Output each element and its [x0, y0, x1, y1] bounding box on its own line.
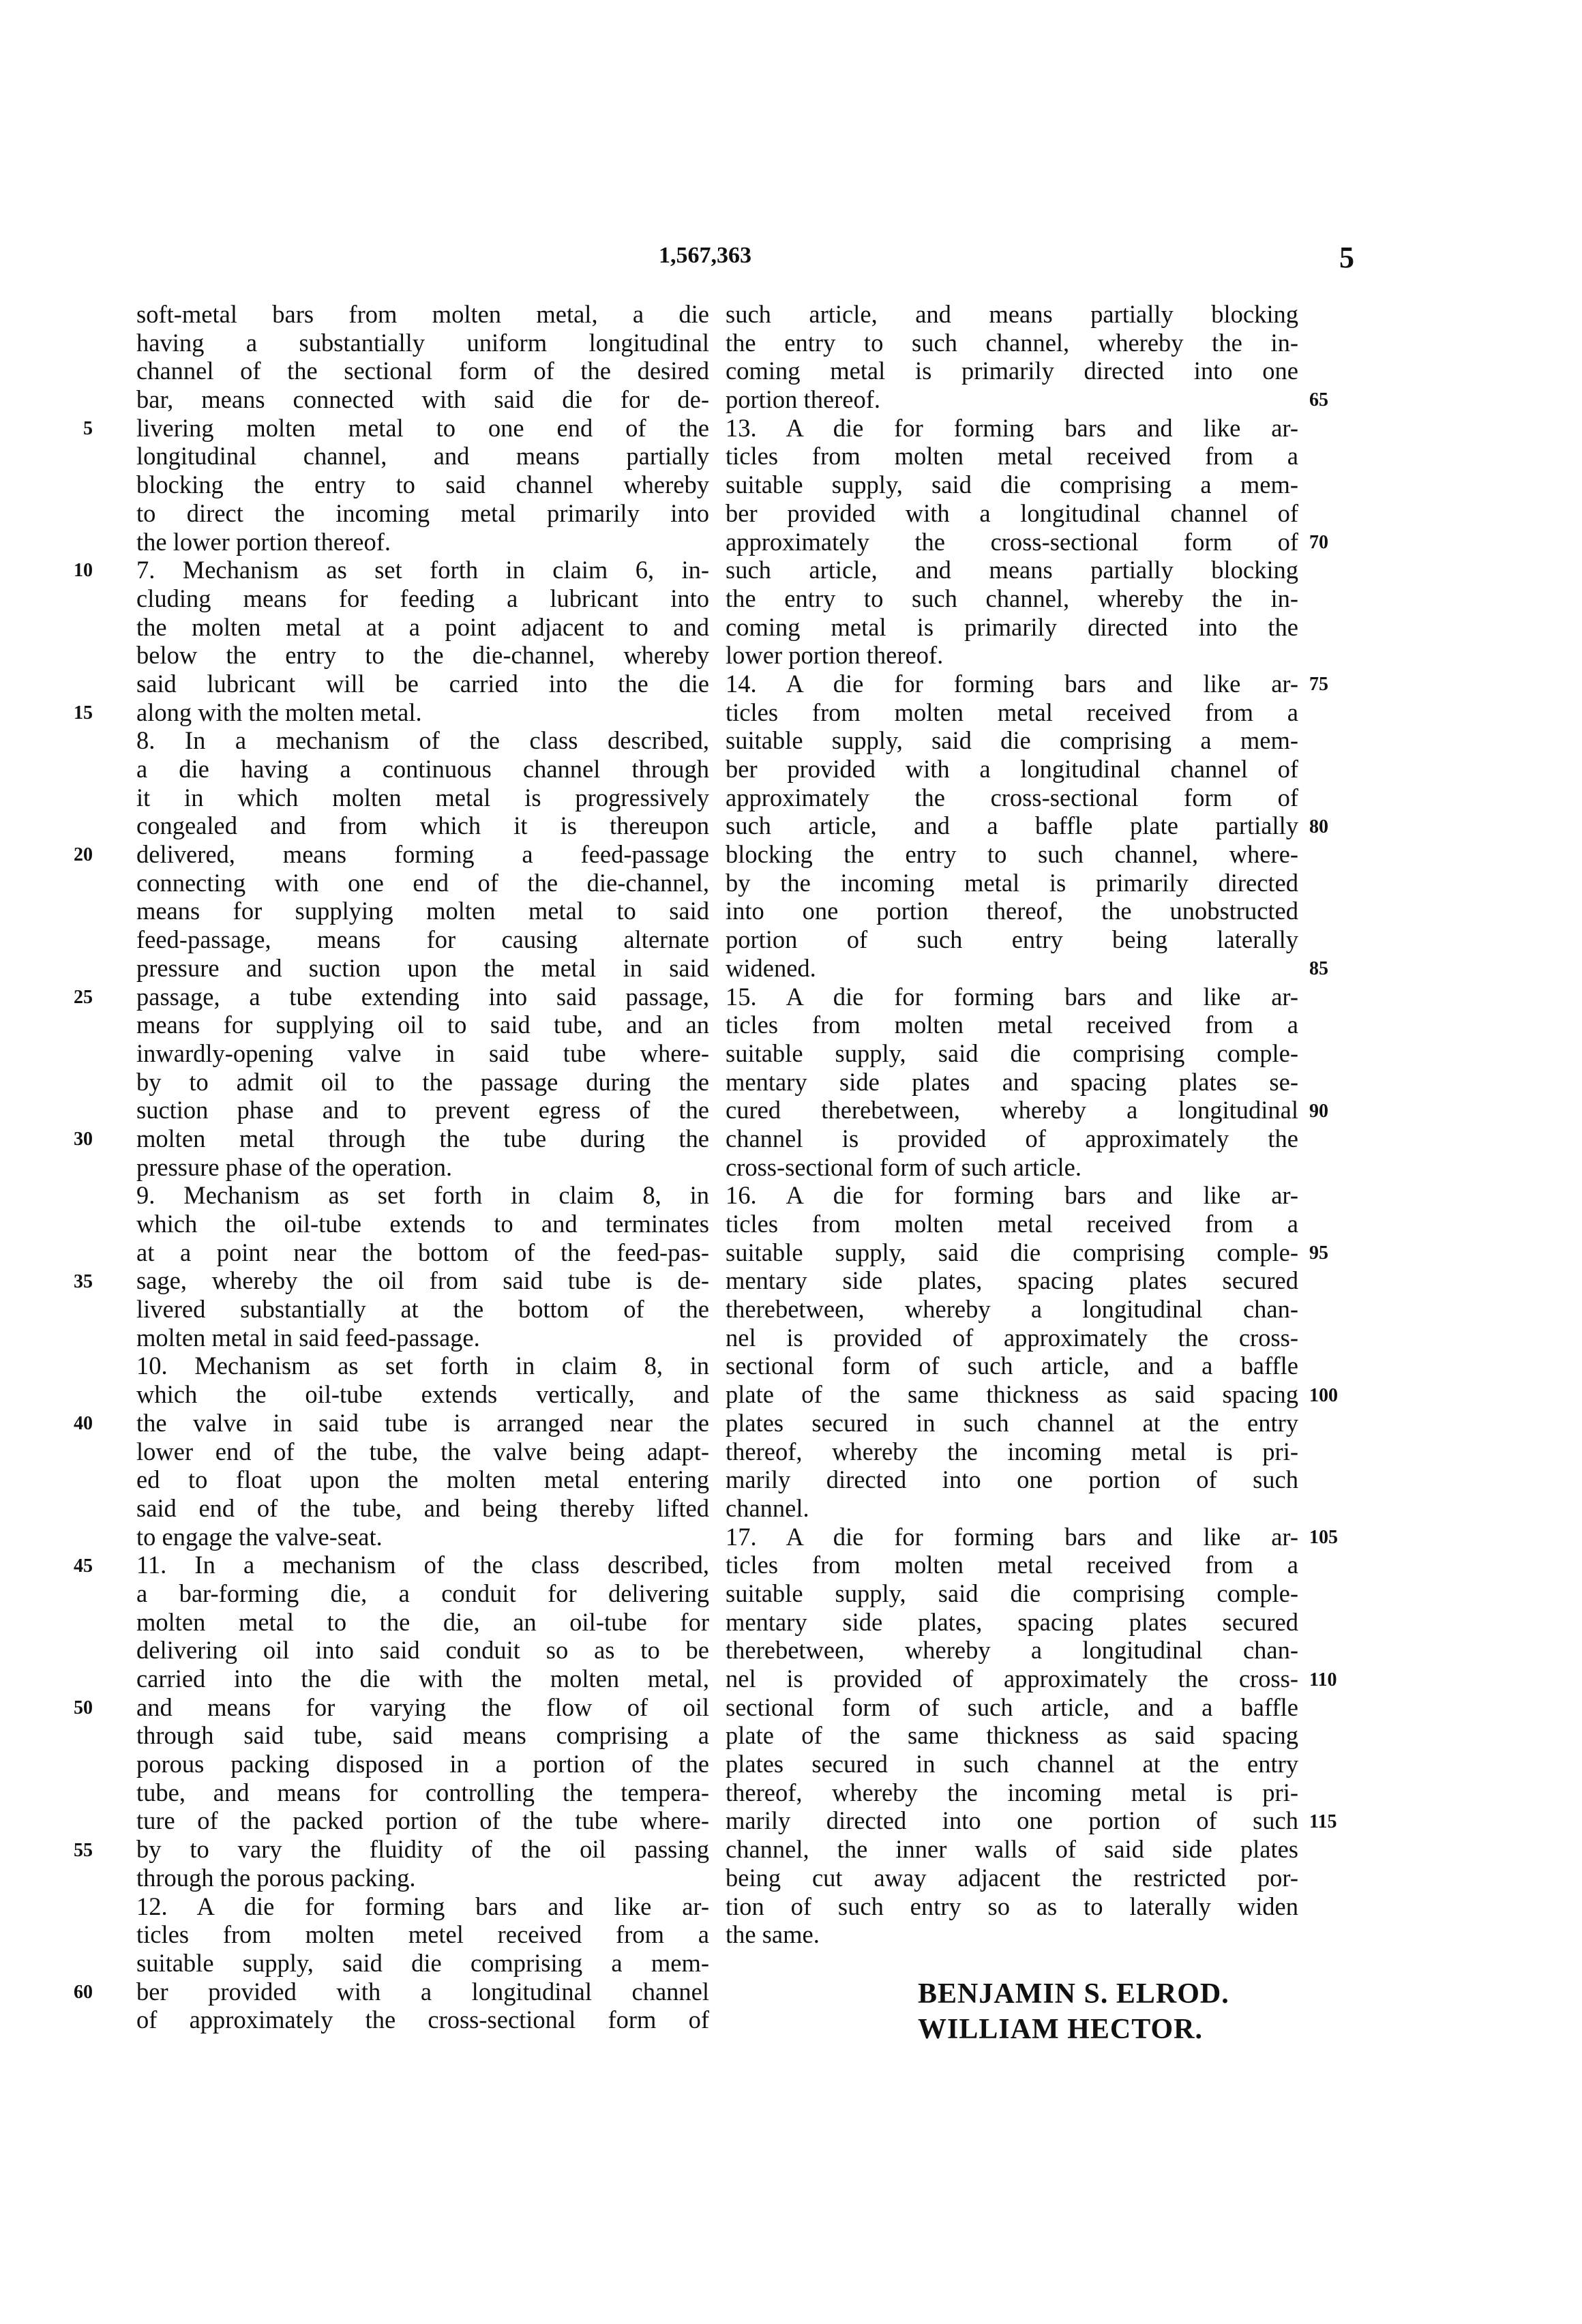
line-number: 45 [74, 1555, 93, 1577]
line-number: 80 [1309, 816, 1328, 837]
text-line: channel, the inner walls of said side plates [726, 1835, 1298, 1864]
line-number: 30 [74, 1129, 93, 1150]
text-line: mentary side plates, spacing plates secured [726, 1266, 1298, 1295]
text-line: along with the molten metal. [136, 698, 422, 726]
text-line: coming metal is primarily directed into the [726, 612, 1298, 641]
text-line: 17. A die for forming bars and like ar- [726, 1522, 1298, 1551]
text-line: suitable supply, said die comprising a mem- [726, 726, 1298, 755]
line-number: 105 [1309, 1527, 1338, 1549]
text-line: molten metal through the tube during the [136, 1124, 709, 1152]
text-line: which the oil-tube extends vertically, and [136, 1380, 709, 1409]
signature-hector: WILLIAM HECTOR. [918, 2014, 1203, 2045]
text-line: nel is provided of approximately the cross- [726, 1665, 1298, 1693]
text-line: ture of the packed portion of the tube where- [136, 1806, 709, 1835]
text-line: blocking the entry to such channel, where- [726, 840, 1298, 869]
text-line: plates secured in such channel at the entry [726, 1408, 1298, 1437]
line-number: 55 [74, 1839, 93, 1861]
text-line: mentary side plates and spacing plates se- [726, 1067, 1298, 1096]
text-line: into one portion thereof, the unobstructed [726, 897, 1298, 925]
text-line: connecting with one end of the die-channel, [136, 868, 709, 897]
text-line: such article, and means partially blocking [726, 556, 1298, 584]
text-line: tion of such entry so as to laterally widen [726, 1892, 1298, 1920]
text-line: sectional form of such article, and a baffle [726, 1352, 1298, 1380]
line-number: 85 [1309, 958, 1328, 980]
text-line: it in which molten metal is progressively [136, 783, 709, 811]
text-line: to engage the valve-seat. [136, 1522, 383, 1551]
text-line: 15. A die for forming bars and like ar- [726, 982, 1298, 1011]
text-line: therebetween, whereby a longitudinal chan- [726, 1636, 1298, 1665]
text-line: suitable supply, said die comprising comple- [726, 1238, 1298, 1266]
text-line: approximately the cross-sectional form of [726, 527, 1298, 556]
text-line: channel. [726, 1493, 809, 1522]
text-line: ticles from molten metal received from a [726, 698, 1298, 726]
text-line: 10. Mechanism as set forth in claim 8, in [136, 1352, 709, 1380]
text-line: sectional form of such article, and a baffle [726, 1693, 1298, 1721]
text-line: livered substantially at the bottom of the [136, 1295, 709, 1324]
text-line: of approximately the cross-sectional form of [136, 2006, 709, 2034]
text-line: 16. A die for forming bars and like ar- [726, 1181, 1298, 1210]
line-number: 75 [1309, 674, 1328, 696]
text-line: channel is provided of approximately the [726, 1124, 1298, 1152]
text-line: ticles from molten metel received from a [136, 1920, 709, 1949]
text-line: plates secured in such channel at the entry [726, 1750, 1298, 1778]
text-line: ber provided with a longitudinal channel of [726, 498, 1298, 527]
text-line: passage, a tube extending into said passage, [136, 982, 709, 1011]
text-line: ed to float upon the molten metal entering [136, 1465, 709, 1494]
text-line: 7. Mechanism as set forth in claim 6, in- [136, 556, 709, 584]
line-number: 35 [74, 1270, 93, 1292]
text-line: molten metal to the die, an oil-tube for [136, 1607, 709, 1636]
text-line: portion thereof. [726, 385, 881, 414]
text-line: 12. A die for forming bars and like ar- [136, 1892, 709, 1920]
page-number: 5 [1339, 241, 1354, 274]
text-line: to direct the incoming metal primarily into [136, 498, 709, 527]
text-line: marily directed into one portion of such [726, 1465, 1298, 1494]
text-line: through said tube, said means comprising a [136, 1721, 709, 1750]
text-line: longitudinal channel, and means partially [136, 442, 709, 471]
text-line: delivering oil into said conduit so as to be [136, 1636, 709, 1665]
text-line: means for supplying molten metal to said [136, 897, 709, 925]
text-line: suitable supply, said die comprising a mem- [136, 1948, 709, 1977]
text-line: 14. A die for forming bars and like ar- [726, 669, 1298, 698]
text-line: thereof, whereby the incoming metal is pri- [726, 1437, 1298, 1465]
text-line: feed-passage, means for causing alternate [136, 925, 709, 954]
line-number: 110 [1309, 1669, 1337, 1690]
text-line: 8. In a mechanism of the class described, [136, 726, 709, 755]
patent-number: 1,567,363 [659, 243, 751, 268]
text-line: ber provided with a longitudinal channel [136, 1977, 709, 2006]
text-line: plate of the same thickness as said spacing [726, 1721, 1298, 1750]
line-number: 10 [74, 560, 93, 582]
text-line: suitable supply, said die comprising comple- [726, 1039, 1298, 1067]
text-line: carried into the die with the molten metal, [136, 1665, 709, 1693]
text-line: portion of such entry being laterally [726, 925, 1298, 954]
text-line: ticles from molten metal received from a [726, 1551, 1298, 1579]
text-line: 13. A die for forming bars and like ar- [726, 413, 1298, 442]
text-line: widened. [726, 953, 816, 982]
line-number: 20 [74, 844, 93, 866]
text-line: below the entry to the die-channel, whereby [136, 641, 709, 670]
text-line: cured therebetween, whereby a longitudinal [726, 1096, 1298, 1124]
line-number: 50 [74, 1697, 93, 1719]
text-line: congealed and from which it is thereupon [136, 811, 709, 840]
text-line: a die having a continuous channel through [136, 755, 709, 783]
text-line: soft-metal bars from molten metal, a die [136, 300, 709, 328]
line-number: 40 [74, 1413, 93, 1435]
text-line: lower end of the tube, the valve being adapt- [136, 1437, 709, 1465]
text-line: ticles from molten metal received from a [726, 442, 1298, 471]
text-line: sage, whereby the oil from said tube is de- [136, 1266, 709, 1295]
text-line: molten metal in said feed-passage. [136, 1323, 480, 1352]
text-line: the same. [726, 1920, 820, 1949]
text-line: said end of the tube, and being thereby lifted [136, 1493, 709, 1522]
text-line: the valve in said tube is arranged near the [136, 1408, 709, 1437]
text-line: suction phase and to prevent egress of the [136, 1096, 709, 1124]
text-line: the entry to such channel, whereby the in- [726, 584, 1298, 612]
text-line: at a point near the bottom of the feed-pas- [136, 1238, 709, 1266]
line-number: 65 [1309, 389, 1328, 411]
text-line: the entry to such channel, whereby the in- [726, 328, 1298, 357]
text-line: 11. In a mechanism of the class described, [136, 1551, 709, 1579]
text-line: being cut away adjacent the restricted por- [726, 1863, 1298, 1892]
text-line: ticles from molten metal received from a [726, 1011, 1298, 1039]
line-number: 115 [1309, 1811, 1337, 1833]
text-line: cluding means for feeding a lubricant into [136, 584, 709, 612]
text-line: tube, and means for controlling the tempera- [136, 1778, 709, 1806]
text-line: inwardly-opening valve in said tube where- [136, 1039, 709, 1067]
text-line: plate of the same thickness as said spacing [726, 1380, 1298, 1409]
text-line: marily directed into one portion of such [726, 1806, 1298, 1835]
text-line: approximately the cross-sectional form of [726, 783, 1298, 811]
right-text-column [726, 300, 1298, 1949]
line-number: 15 [74, 702, 93, 724]
text-line: the lower portion thereof. [136, 527, 391, 556]
text-line: by to vary the fluidity of the oil passing [136, 1835, 709, 1864]
left-text-column [136, 300, 709, 2034]
text-line: ber provided with a longitudinal channel of [726, 755, 1298, 783]
text-line: thereof, whereby the incoming metal is pri- [726, 1778, 1298, 1806]
text-line: channel of the sectional form of the desired [136, 357, 709, 385]
line-number: 95 [1309, 1242, 1328, 1264]
text-line: lower portion thereof. [726, 641, 944, 670]
line-number: 70 [1309, 531, 1328, 553]
text-line: pressure phase of the operation. [136, 1152, 453, 1181]
text-line: the molten metal at a point adjacent to and [136, 612, 709, 641]
text-line: therebetween, whereby a longitudinal chan- [726, 1295, 1298, 1324]
text-line: such article, and a baffle plate partially [726, 811, 1298, 840]
line-number: 25 [74, 986, 93, 1008]
signature-elrod: BENJAMIN S. ELROD. [918, 1978, 1229, 2010]
text-line: blocking the entry to said channel whereby [136, 471, 709, 499]
text-line: such article, and means partially blocking [726, 300, 1298, 328]
text-line: livering molten metal to one end of the [136, 413, 709, 442]
text-line: said lubricant will be carried into the die [136, 669, 709, 698]
text-line: cross-sectional form of such article. [726, 1152, 1081, 1181]
text-line: having a substantially uniform longitudinal [136, 328, 709, 357]
text-line: means for supplying oil to said tube, and an [136, 1011, 709, 1039]
text-line: 9. Mechanism as set forth in claim 8, in [136, 1181, 709, 1210]
text-line: ticles from molten metal received from a [726, 1210, 1298, 1238]
text-line: which the oil-tube extends to and terminates [136, 1210, 709, 1238]
line-number: 60 [74, 1982, 93, 2003]
line-number: 5 [83, 417, 93, 439]
text-line: suitable supply, said die comprising comple- [726, 1579, 1298, 1607]
text-line: delivered, means forming a feed-passage [136, 840, 709, 869]
line-number: 100 [1309, 1384, 1338, 1406]
text-line: porous packing disposed in a portion of the [136, 1750, 709, 1778]
text-line: through the porous packing. [136, 1863, 416, 1892]
text-line: and means for varying the flow of oil [136, 1693, 709, 1721]
text-line: pressure and suction upon the metal in said [136, 953, 709, 982]
text-line: mentary side plates, spacing plates secured [726, 1607, 1298, 1636]
text-line: by to admit oil to the passage during the [136, 1067, 709, 1096]
text-line: suitable supply, said die comprising a mem- [726, 471, 1298, 499]
text-line: bar, means connected with said die for de- [136, 385, 709, 414]
text-line: by the incoming metal is primarily directed [726, 868, 1298, 897]
text-line: nel is provided of approximately the cross- [726, 1323, 1298, 1352]
text-line: coming metal is primarily directed into one [726, 357, 1298, 385]
line-number: 90 [1309, 1100, 1328, 1122]
text-line: a bar-forming die, a conduit for delivering [136, 1579, 709, 1607]
